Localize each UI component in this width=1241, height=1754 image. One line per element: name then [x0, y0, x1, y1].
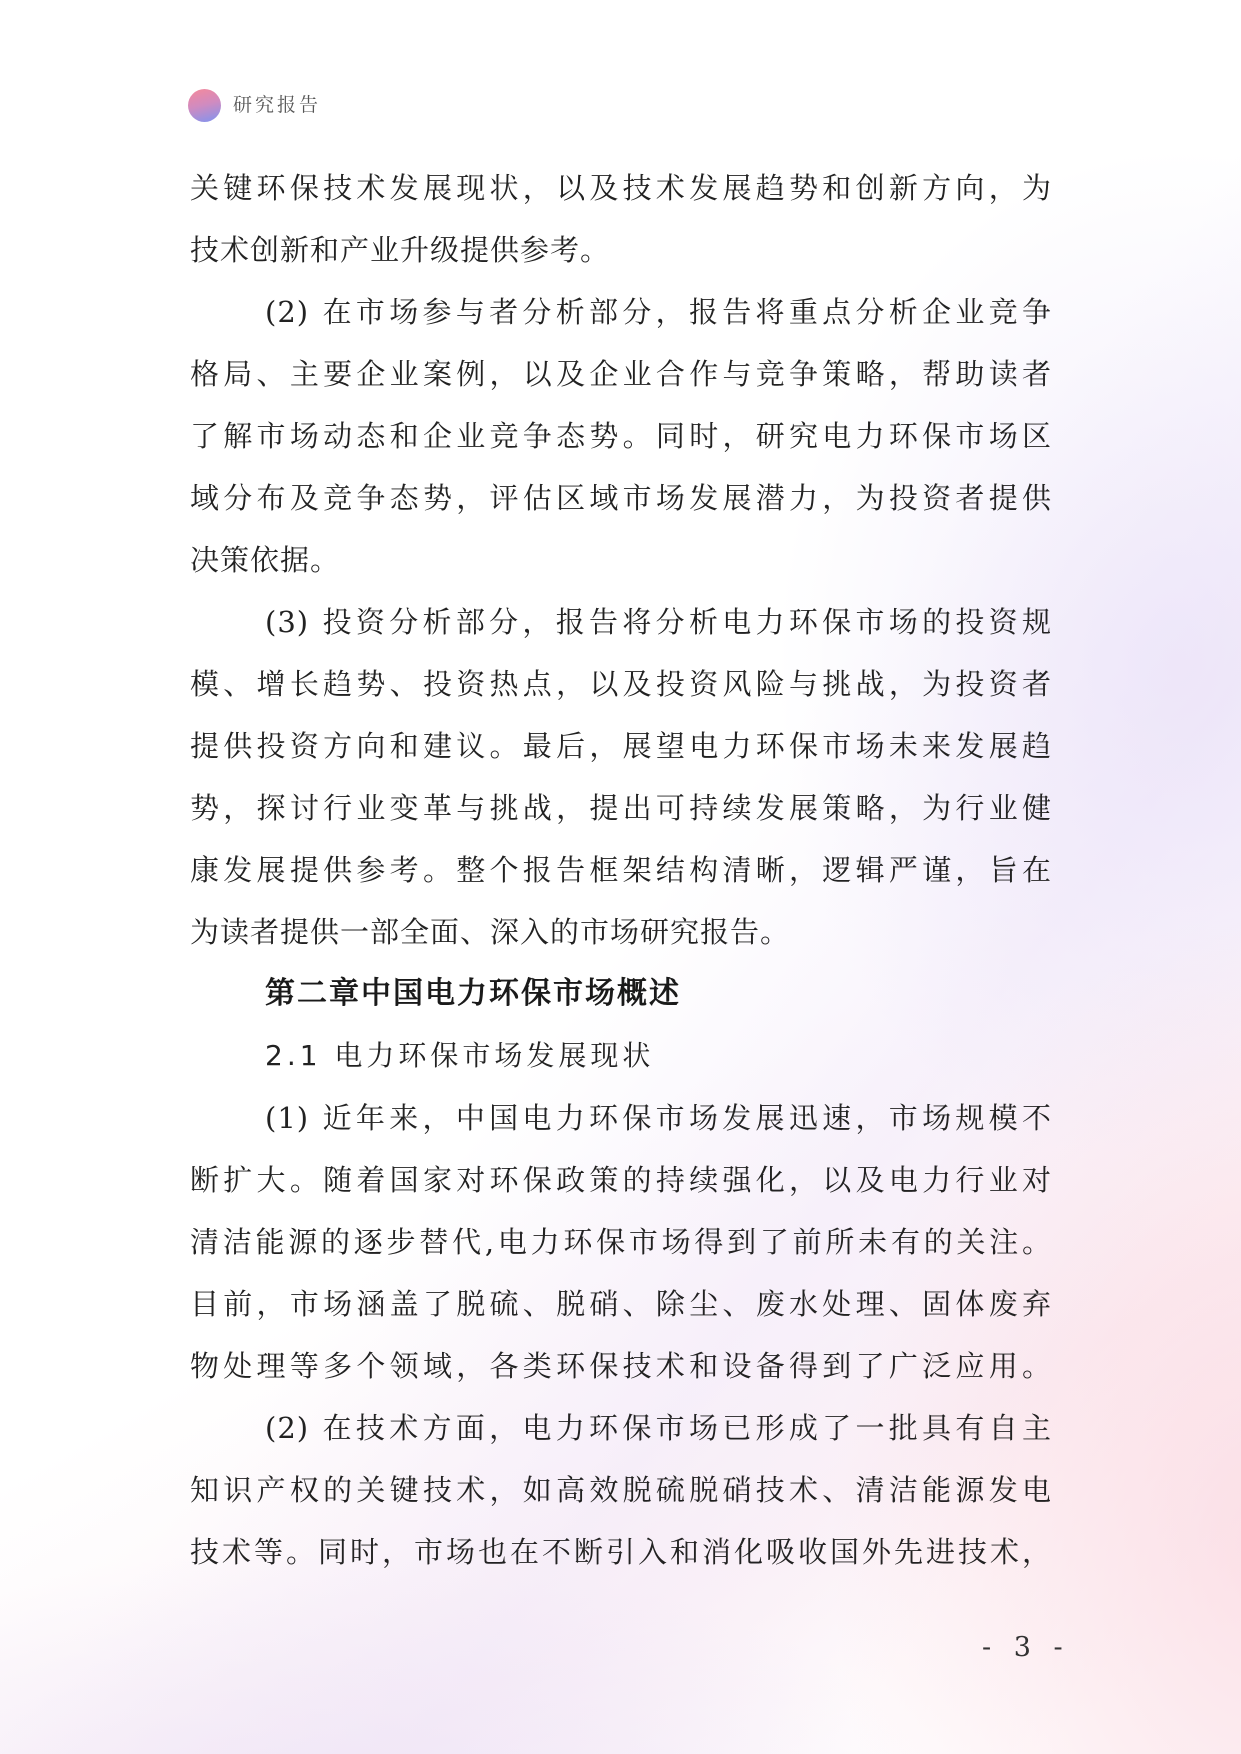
chapter-title: 第二章中国电力环保市场概述 [265, 976, 681, 1011]
text-line: (1) 近年来，中国电力环保市场发展迅速，市场规模不 [265, 1101, 1052, 1135]
text-line: (3) 投资分析部分，报告将分析电力环保市场的投资规 [265, 605, 1052, 639]
paragraph [190, 157, 1052, 281]
paragraph [190, 281, 1052, 591]
text-line: 技术创新和产业升级提供参考。 [190, 233, 611, 267]
text-line: 为读者提供一部全面、深入的市场研究报告。 [190, 915, 791, 949]
text-line: 提供投资方向和建议。最后，展望电力环保市场未来发展趋 [190, 729, 1052, 763]
page-content [190, 157, 1052, 1583]
text-line: 技术等。同时，市场也在不断引入和消化吸收国外先进技术， [190, 1535, 1052, 1569]
text-line: 势，探讨行业变革与挑战，提出可持续发展策略，为行业健 [190, 791, 1052, 825]
text-line: (2) 在市场参与者分析部分，报告将重点分析企业竞争 [265, 295, 1052, 329]
text-line: 知识产权的关键技术，如高效脱硫脱硝技术、清洁能源发电 [190, 1473, 1052, 1507]
paragraph [190, 591, 1052, 963]
page-number: - 3 - [982, 1632, 1070, 1663]
section-title: 2.1 电力环保市场发展现状 [265, 1039, 655, 1072]
text-line: 康发展提供参考。整个报告框架结构清晰，逻辑严谨，旨在 [190, 853, 1052, 887]
text-line: 格局、主要企业案例，以及企业合作与竞争策略，帮助读者 [190, 357, 1052, 391]
text-line: (2) 在技术方面，电力环保市场已形成了一批具有自主 [265, 1411, 1052, 1445]
text-line: 目前，市场涵盖了脱硫、脱硝、除尘、废水处理、固体废弃 [190, 1287, 1052, 1321]
text-line: 了解市场动态和企业竞争态势。同时，研究电力环保市场区 [190, 419, 1052, 453]
text-line: 清洁能源的逐步替代,电力环保市场得到了前所未有的关注。 [190, 1225, 1052, 1259]
text-line: 断扩大。随着国家对环保政策的持续强化，以及电力行业对 [190, 1163, 1052, 1197]
text-line: 模、增长趋势、投资热点，以及投资风险与挑战，为投资者 [190, 667, 1052, 701]
text-line: 域分布及竞争态势，评估区域市场发展潜力，为投资者提供 [190, 481, 1052, 515]
text-line: 决策依据。 [190, 543, 341, 577]
paragraph [190, 1397, 1052, 1583]
report-logo-icon [188, 89, 221, 122]
text-line: 物处理等多个领域，各类环保技术和设备得到了广泛应用。 [190, 1349, 1052, 1383]
text-line: 关键环保技术发展现状，以及技术发展趋势和创新方向，为 [190, 171, 1052, 205]
paragraph [190, 1087, 1052, 1397]
header-title: 研究报告 [233, 94, 322, 116]
